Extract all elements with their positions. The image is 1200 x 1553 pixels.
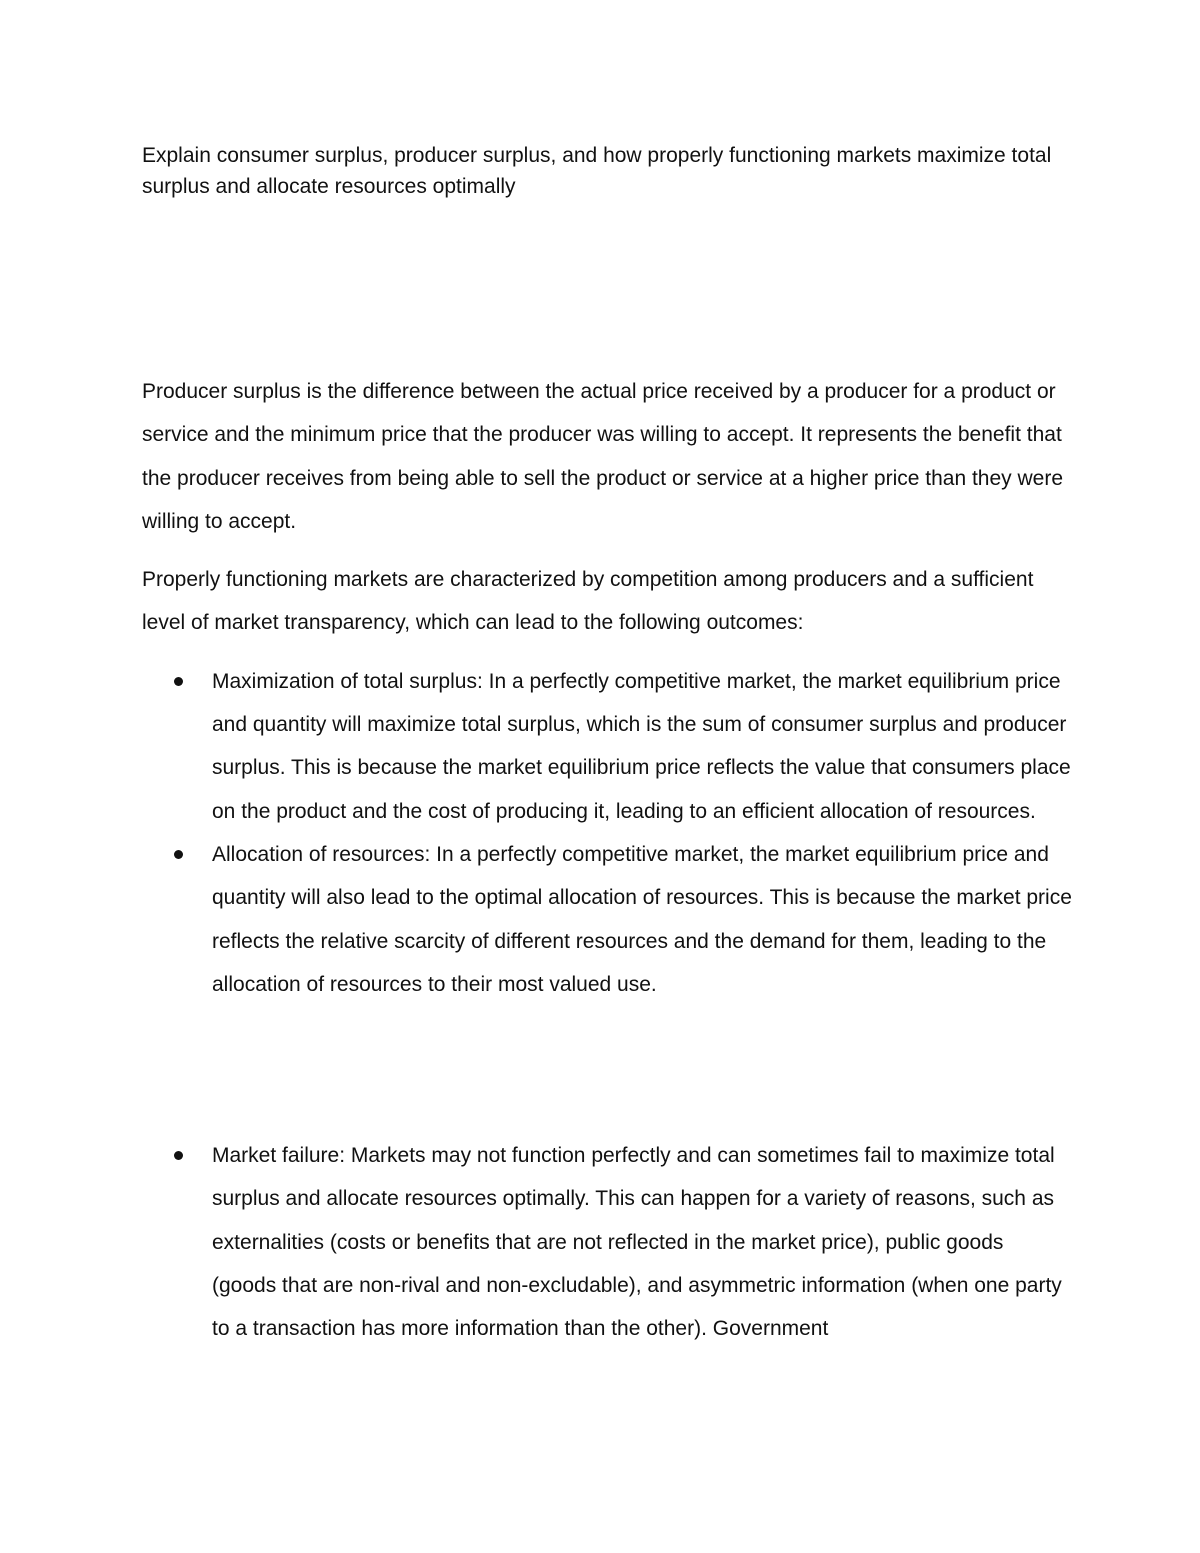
list-item-maximization <box>142 660 1072 833</box>
document-heading: Explain consumer surplus, producer surplus, and how properly functioning markets maximize total surplus and allocate resources optimally <box>142 144 1052 198</box>
list-item-market-failure <box>142 1134 1072 1350</box>
list-item-allocation <box>142 833 1072 1006</box>
bullet-list <box>142 660 1072 1006</box>
bullet-icon <box>174 850 183 859</box>
list-item-text: Allocation of resources: In a perfectly competitive market, the market equilibrium price and quantity will also lead to the optimal allocation of resources. This is because the market price reflects the relative scarcity of different resources and the demand for them, leading to the allocation of resources to their most valued use. <box>212 842 1072 996</box>
document-body <box>142 140 1072 1351</box>
paragraph-functioning-markets: Properly functioning markets are characterized by competition among producers and a sufficient level of market transparency, which can lead to the following outcomes: <box>142 568 1034 635</box>
list-item-text: Market failure: Markets may not function perfectly and can sometimes fail to maximize total surplus and allocate resources optimally. This can happen for a variety of reasons, such as externalities (costs or benefits that are not reflected in the market price), public goods (goods that are non-rival and non-excludable), and asymmetric information (when one party to a transaction has more information than the other). Government <box>212 1144 1062 1341</box>
paragraph-producer-surplus: Producer surplus is the difference between the actual price received by a producer for a product or service and the minimum price that the producer was willing to accept. It represents the benefit that the producer receives from being able to sell the product or service at a higher price than they were willing to accept. <box>142 380 1063 533</box>
bullet-icon <box>174 677 183 686</box>
list-item-text: Maximization of total surplus: In a perfectly competitive market, the market equilibrium price and quantity will maximize total surplus, which is the sum of consumer surplus and producer surplus. This is because the market equilibrium price reflects the value that consumers place on the product and the cost of producing it, leading to an efficient allocation of resources. <box>212 669 1071 823</box>
bullet-list-continued <box>142 1134 1072 1350</box>
bullet-icon <box>174 1151 183 1160</box>
